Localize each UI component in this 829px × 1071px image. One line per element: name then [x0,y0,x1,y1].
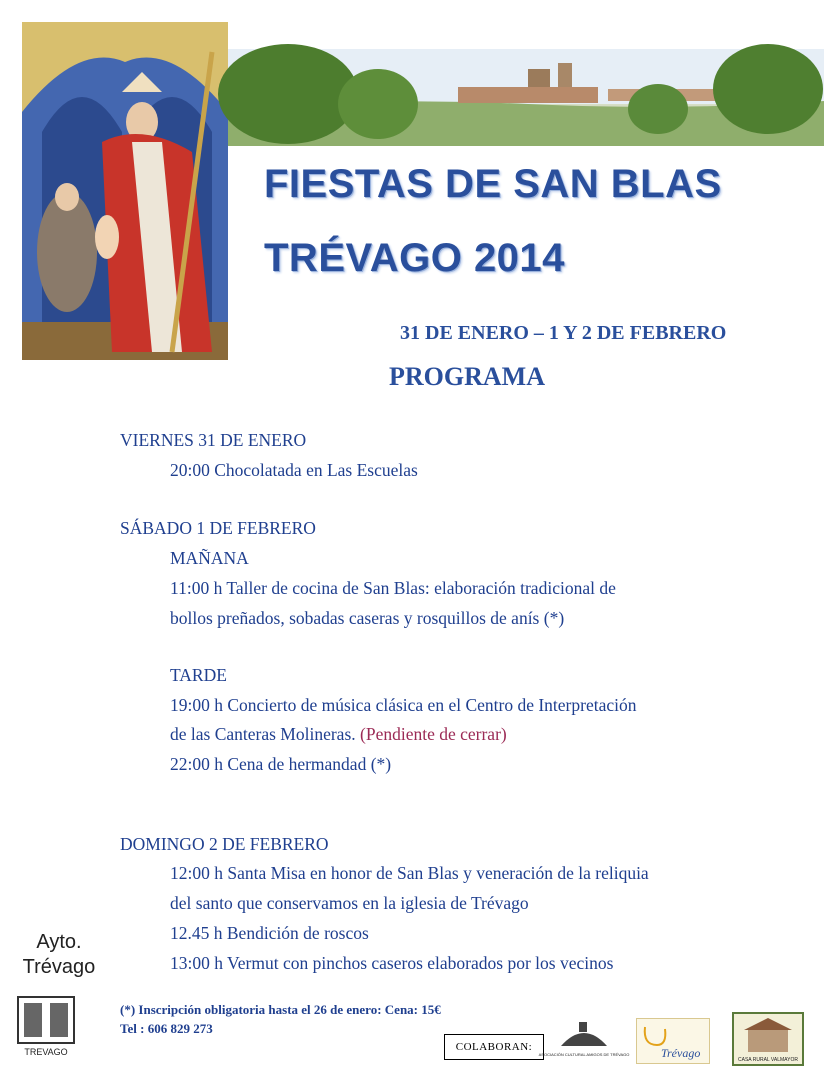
pending-note: (Pendiente de cerrar) [360,724,507,744]
village-landscape-photo [228,49,824,146]
ayto-line1: Ayto. [36,931,82,953]
day-heading-viernes: VIERNES 31 DE ENERO [120,430,307,450]
event-taller-line1: 11:00 h Taller de cocina de San Blas: elaboración tradicional de [170,578,616,598]
event-concierto-place: de las Canteras Molineras. [170,724,356,744]
amigos-trevago-logo [538,1016,630,1066]
event-taller-line2: bollos preñados, sobadas caseras y rosquillos de anís (*) [170,608,565,628]
event-chocolatada: 20:00 Chocolatada en Las Escuelas [170,460,418,480]
day-heading-sabado: SÁBADO 1 DE FEBRERO [120,518,316,538]
saint-blas-painting [22,22,228,360]
ayuntamiento-label [14,930,104,980]
logo1-text: ASOCIACIÓN CULTURAL AMIGOS DE TRÉVAGO [538,1052,630,1057]
event-misa-line1: 12:00 h Santa Misa en honor de San Blas y veneración de la reliquia [170,863,649,883]
event-misa-line2: del santo que conservamos en la iglesia de Trévago [170,893,529,913]
trevago-crest-logo [10,993,82,1063]
event-vermut: 13:00 h Vermut con pinchos caseros elaborados por los vecinos [170,953,614,973]
program-heading: PROGRAMA [389,362,545,391]
casa-rural-logo [732,1012,804,1066]
section-morning: MAÑANA [170,548,249,568]
event-dates: 31 DE ENERO – 1 Y 2 DE FEBRERO [400,322,727,344]
event-concierto-line1: 19:00 h Concierto de música clásica en el Centro de Interpretación [170,695,637,715]
ayto-line2: Trévago [22,956,96,978]
phone-contact: Tel : 606 829 273 [120,1021,213,1036]
event-cena: 22:00 h Cena de hermandad (*) [170,754,392,774]
section-afternoon: TARDE [170,665,227,685]
colaboran-box: COLABORAN: [444,1034,544,1060]
inscription-note: (*) Inscripción obligatoria hasta el 26 de enero: Cena: 15€ [120,1002,441,1017]
event-concierto-line2 [170,724,507,745]
title-trevago-year: TRÉVAGO 2014 [264,236,565,280]
trevago-center-logo [636,1018,710,1064]
event-bendicion: 12.45 h Bendición de roscos [170,923,369,943]
day-heading-domingo: DOMINGO 2 DE FEBRERO [120,834,329,854]
crest-text: TREVAGO [24,1047,68,1057]
logo2-text: Trévago [661,1046,701,1060]
title-fiestas: FIESTAS DE SAN BLAS [264,162,722,206]
logo3-text: CASA RURAL VALMAYOR [738,1057,798,1063]
